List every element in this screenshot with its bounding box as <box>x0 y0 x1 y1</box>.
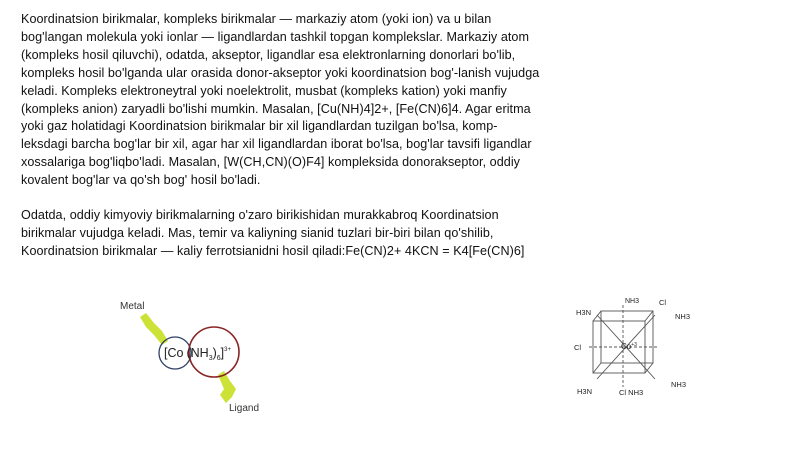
center-atom: $Co^{+3}$ <box>621 342 637 351</box>
metal-highlight <box>140 313 168 345</box>
ligand-bottom-left: H3N <box>577 387 593 396</box>
ligand-label: Ligand <box>229 403 260 414</box>
paragraph-2: Odatda, oddiy kimyoviy birikmalarning o'zaro birikishidan murakkabroq Koordinatsion birikmalar vujudga keladi. Mas, temir va kaliyning sianid tuzlari bir-biri bilan qo'shilib, Koordinatsion birikmalar — kaliy ferrotsianidni hosil qiladi:Fe(CN)2+ 4KCN = K4[Fe(CN)6] <box>21 208 525 258</box>
ligand-right-top: NH3 <box>675 312 691 321</box>
metal-label: Metal <box>120 301 145 312</box>
paragraph-1: Koordinatsion birikmalar, kompleks birikmalar — markaziy atom (yoki ion) va u bilan bog'langan molekula yoki ionlar — ligandlardan tashkil topgan komplekslar. Markaziy atom (kompleks hosil qiluvchi), odatda, akseptor, ligandlar esa elektronlarning donorlari bo'lib, kompleks hosil bo'lganda ular orasida donor-akseptor yoki koordinatsion bog'-lanish vujudga keladi. Kompleks elektroneytral yoki noelektrolit, musbat (kompleks kation) yoki manfiy (kompleks anion) zaryadli bo'lishi mumkin. Masalan, [Cu(NH)4]2+, [Fe(CN)6]4. Agar eritma yoki gaz holatidagi Koordinatsion birikmalar bir xil ligandlardan tuzilgan bo'lsa, komp- leksdagi barcha bog'lar bir xil, agar har xil ligandlardan iborat bo'lsa, bog'lar tavsifi ligandlar xossalariga bog'liqbo'ladi. Masalan, [W(CH,CN)(O)F4] kompleksida donorakseptor, oddiy kovalent bog'lar va qo'sh bog' hosil bo'ladi. <box>21 12 540 188</box>
article-text <box>21 11 621 261</box>
complex-formula: [Co $(NH_3)_6]^{3+}$ <box>164 346 231 362</box>
ligand-top-mid: NH3 <box>625 298 640 305</box>
ligand-bottom-right: NH3 <box>671 380 687 389</box>
ligand-left: Cl <box>574 343 582 352</box>
octahedral-complex-figure <box>563 291 698 406</box>
ligand-bottom-mid: Cl NH3 <box>619 388 644 397</box>
metal-ligand-figure <box>110 293 280 423</box>
ligand-top-left: H3N <box>576 308 592 317</box>
ligand-top-right: Cl <box>659 298 667 307</box>
